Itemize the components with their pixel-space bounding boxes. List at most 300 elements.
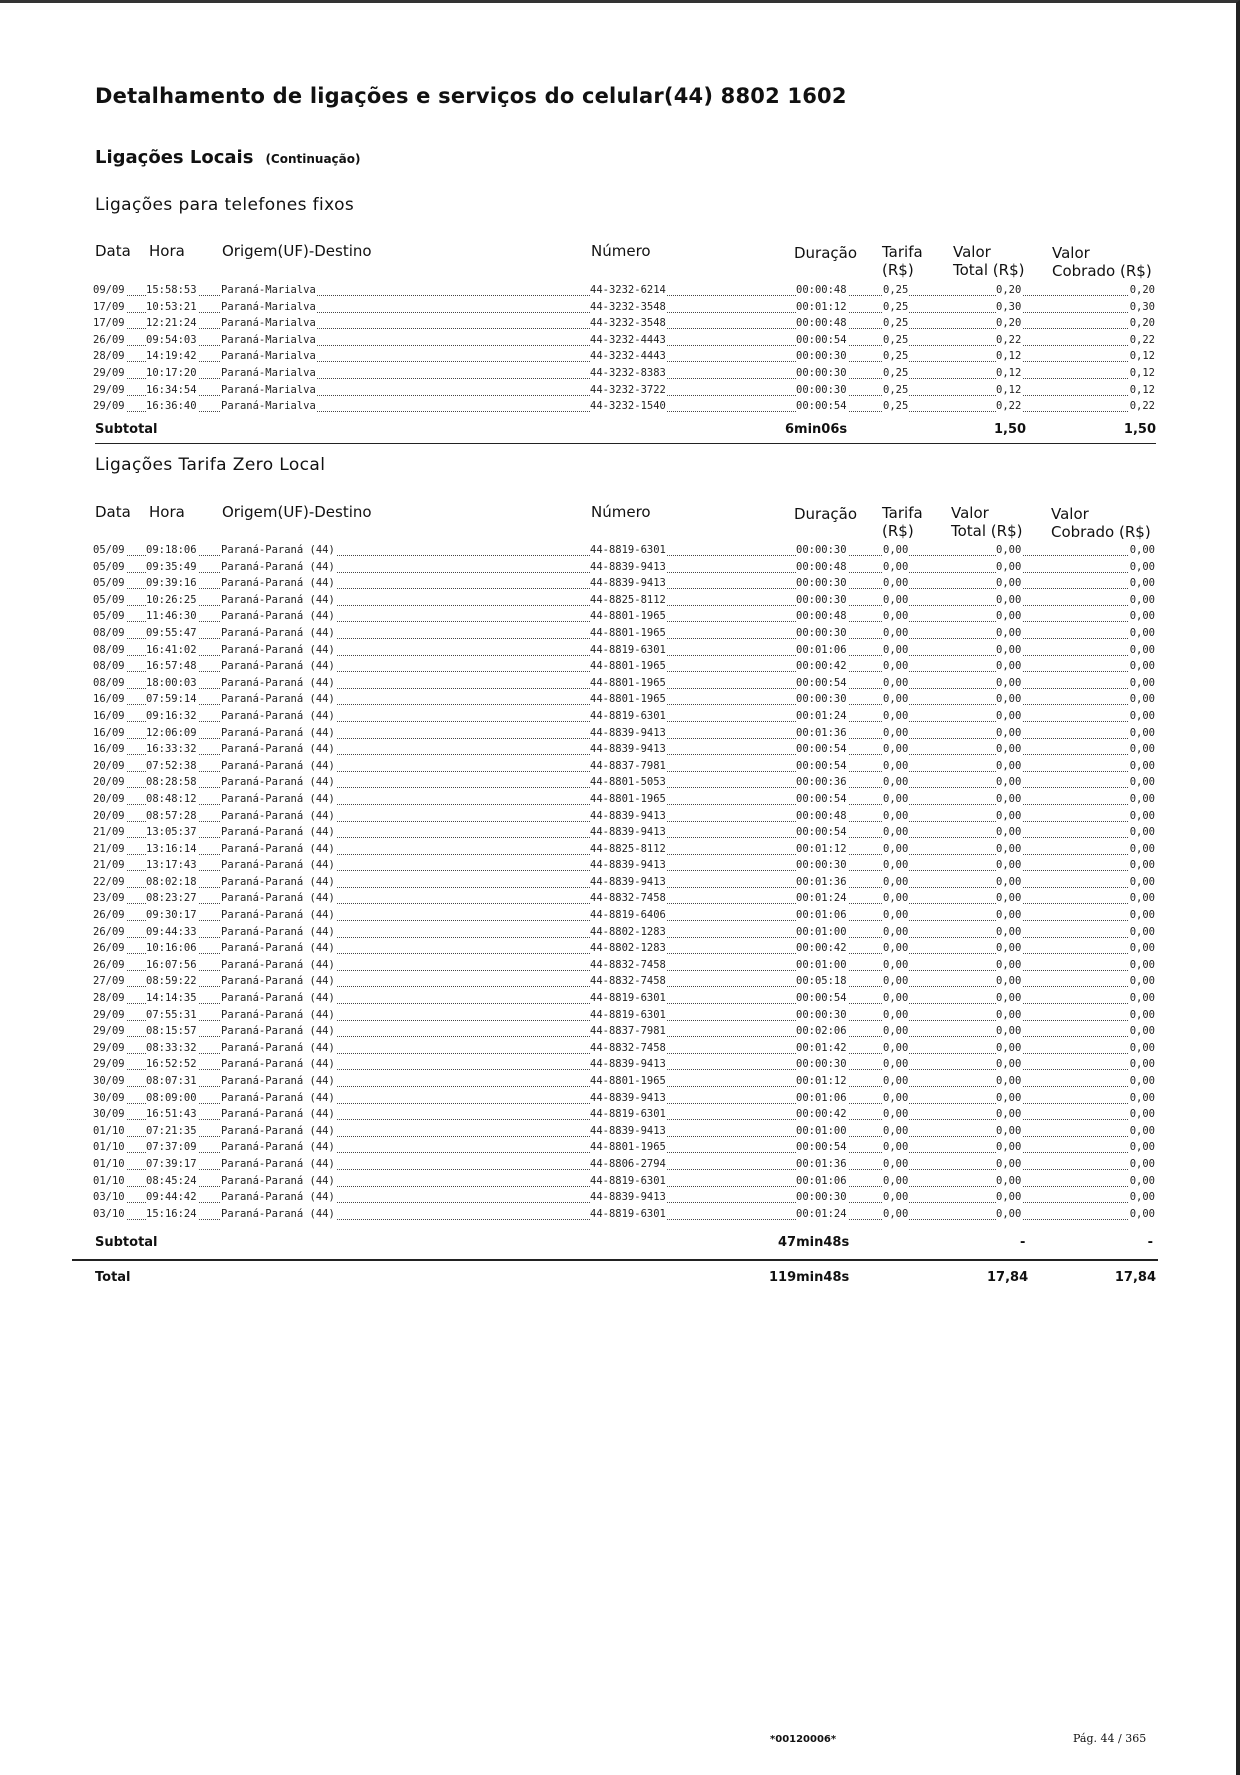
table-row — [93, 825, 1156, 842]
cell-tariff: 0,00 — [883, 1058, 909, 1071]
cell-number: 44-3232-4443 — [590, 350, 666, 363]
cell-duration: 00:00:30 — [796, 350, 847, 363]
cell-number: 44-8832-7458 — [590, 892, 666, 905]
cell-time: 08:02:18 — [146, 875, 197, 888]
cell-date: 05/09 — [93, 560, 125, 573]
cell-total: 0,00 — [996, 992, 1022, 1005]
cell-route: Paraná-Paraná (44) — [221, 560, 335, 573]
cell-total: 0,00 — [996, 942, 1022, 955]
cell-total: 0,00 — [996, 709, 1022, 722]
cell-tariff: 0,25 — [883, 366, 909, 379]
cell-route: Paraná-Paraná (44) — [221, 643, 335, 656]
cell-date: 20/09 — [93, 792, 125, 805]
cell-duration: 00:00:54 — [796, 992, 847, 1005]
cell-route: Paraná-Paraná (44) — [221, 676, 335, 689]
table-row — [93, 609, 1156, 626]
cell-tariff: 0,00 — [883, 1157, 909, 1170]
cell-charged: 0,00 — [1129, 643, 1155, 656]
cell-route: Paraná-Marialva — [221, 383, 316, 396]
cell-tariff: 0,25 — [883, 317, 909, 330]
cell-total: 0,00 — [996, 693, 1022, 706]
table-row — [93, 676, 1156, 693]
cell-date: 26/09 — [93, 909, 125, 922]
cell-tariff: 0,00 — [883, 958, 909, 971]
cell-number: 44-8839-9413 — [590, 859, 666, 872]
table-row — [93, 383, 1156, 400]
cell-number: 44-8832-7458 — [590, 958, 666, 971]
grand-total — [95, 1270, 1156, 1288]
cell-charged: 0,12 — [1129, 383, 1155, 396]
table-row — [93, 560, 1156, 577]
cell-total: 0,00 — [996, 909, 1022, 922]
cell-charged: 0,00 — [1129, 1025, 1155, 1038]
cell-number: 44-8839-9413 — [590, 1058, 666, 1071]
cell-charged: 0,00 — [1129, 1207, 1155, 1220]
cell-time: 12:21:24 — [146, 317, 197, 330]
cell-time: 16:34:54 — [146, 383, 197, 396]
cell-date: 01/10 — [93, 1124, 125, 1137]
cell-route: Paraná-Paraná (44) — [221, 1141, 335, 1154]
cell-route: Paraná-Paraná (44) — [221, 759, 335, 772]
cell-date: 21/09 — [93, 842, 125, 855]
cell-number: 44-8839-9413 — [590, 1091, 666, 1104]
cell-date: 29/09 — [93, 400, 125, 413]
cell-duration: 00:00:54 — [796, 333, 847, 346]
cell-duration: 00:01:00 — [796, 1124, 847, 1137]
cell-duration: 00:05:18 — [796, 975, 847, 988]
table-row — [93, 925, 1156, 942]
cell-duration: 00:01:24 — [796, 709, 847, 722]
cell-tariff: 0,00 — [883, 726, 909, 739]
cell-total: 0,00 — [996, 1091, 1022, 1104]
cell-total: 0,00 — [996, 1058, 1022, 1071]
cell-date: 28/09 — [93, 350, 125, 363]
cell-charged: 0,00 — [1129, 909, 1155, 922]
cell-date: 27/09 — [93, 975, 125, 988]
page-number: Pág. 44 / 365 — [1073, 1732, 1147, 1745]
cell-tariff: 0,00 — [883, 560, 909, 573]
cell-duration: 00:01:00 — [796, 958, 847, 971]
cell-route: Paraná-Paraná (44) — [221, 909, 335, 922]
cell-date: 26/09 — [93, 942, 125, 955]
table-row — [93, 366, 1156, 383]
cell-total: 0,00 — [996, 925, 1022, 938]
cell-tariff: 0,00 — [883, 892, 909, 905]
cell-date: 29/09 — [93, 1025, 125, 1038]
cell-duration: 00:00:48 — [796, 610, 847, 623]
cell-tariff: 0,00 — [883, 1041, 909, 1054]
cell-time: 13:17:43 — [146, 859, 197, 872]
cell-duration: 00:00:54 — [796, 826, 847, 839]
table-row — [93, 643, 1156, 660]
cell-time: 15:16:24 — [146, 1207, 197, 1220]
cell-number: 44-3232-1540 — [590, 400, 666, 413]
subtotal-duration: 47min48s — [778, 1235, 850, 1250]
cell-duration: 00:01:06 — [796, 909, 847, 922]
cell-time: 07:55:31 — [146, 1008, 197, 1021]
cell-charged: 0,00 — [1129, 693, 1155, 706]
cell-time: 16:07:56 — [146, 958, 197, 971]
cell-number: 44-8801-1965 — [590, 626, 666, 639]
cell-tariff: 0,00 — [883, 610, 909, 623]
cell-time: 07:21:35 — [146, 1124, 197, 1137]
subtotal-label: Subtotal — [95, 1235, 158, 1250]
cell-duration: 00:00:30 — [796, 1191, 847, 1204]
table-row — [93, 1008, 1156, 1025]
cell-duration: 00:01:24 — [796, 1207, 847, 1220]
cell-number: 44-8839-9413 — [590, 809, 666, 822]
cell-date: 30/09 — [93, 1108, 125, 1121]
cell-route: Paraná-Marialva — [221, 366, 316, 379]
cell-date: 22/09 — [93, 875, 125, 888]
cell-duration: 00:00:54 — [796, 792, 847, 805]
cell-total: 0,00 — [996, 1157, 1022, 1170]
cell-route: Paraná-Paraná (44) — [221, 544, 335, 556]
fixed-subtotal-rule — [95, 443, 1156, 444]
cell-duration: 00:00:30 — [796, 366, 847, 379]
cell-time: 08:48:12 — [146, 792, 197, 805]
cell-total: 0,00 — [996, 1108, 1022, 1121]
cell-duration: 00:01:12 — [796, 1075, 847, 1087]
cell-time: 09:55:47 — [146, 626, 197, 639]
cell-charged: 0,00 — [1129, 560, 1155, 573]
cell-date: 08/09 — [93, 660, 125, 673]
table-row — [93, 626, 1156, 643]
cell-time: 08:57:28 — [146, 809, 197, 822]
zero-section-title: Ligações Tarifa Zero Local — [95, 455, 326, 475]
cell-duration: 00:00:54 — [796, 743, 847, 756]
table-row — [93, 891, 1156, 908]
cell-charged: 0,00 — [1129, 792, 1155, 805]
cell-number: 44-8801-1965 — [590, 1141, 666, 1154]
fixed-subtotal — [95, 422, 1156, 440]
cell-tariff: 0,00 — [883, 1124, 909, 1137]
cell-date: 05/09 — [93, 593, 125, 606]
col-time: Hora — [149, 242, 185, 260]
cell-number: 44-3232-3722 — [590, 383, 666, 396]
col-number: Número — [591, 242, 651, 260]
cell-date: 16/09 — [93, 709, 125, 722]
cell-charged: 0,20 — [1129, 284, 1155, 296]
cell-charged: 0,00 — [1129, 892, 1155, 905]
cell-number: 44-8819-6301 — [590, 1008, 666, 1021]
cell-date: 09/09 — [93, 284, 125, 296]
cell-number: 44-8819-6301 — [590, 544, 666, 556]
cell-charged: 0,00 — [1129, 1124, 1155, 1137]
cell-number: 44-8801-1965 — [590, 610, 666, 623]
cell-time: 08:33:32 — [146, 1041, 197, 1054]
cell-date: 03/10 — [93, 1207, 125, 1220]
cell-total: 0,00 — [996, 743, 1022, 756]
table-row — [93, 792, 1156, 809]
cell-time: 10:26:25 — [146, 593, 197, 606]
cell-total: 0,20 — [996, 317, 1022, 330]
cell-duration: 00:01:06 — [796, 643, 847, 656]
cell-time: 08:15:57 — [146, 1025, 197, 1038]
cell-date: 16/09 — [93, 726, 125, 739]
cell-date: 29/09 — [93, 1041, 125, 1054]
cell-total: 0,00 — [996, 593, 1022, 606]
cell-date: 29/09 — [93, 1058, 125, 1071]
cell-route: Paraná-Paraná (44) — [221, 1108, 335, 1121]
table-row — [93, 958, 1156, 975]
col-charged: Valor Cobrado (R$) — [1052, 244, 1152, 280]
col-total: Valor Total (R$) — [953, 243, 1025, 279]
cell-route: Paraná-Paraná (44) — [221, 1157, 335, 1170]
cell-route: Paraná-Paraná (44) — [221, 626, 335, 639]
cell-tariff: 0,00 — [883, 544, 909, 556]
cell-duration: 00:01:06 — [796, 1091, 847, 1104]
cell-route: Paraná-Paraná (44) — [221, 958, 335, 971]
col-time: Hora — [149, 503, 185, 521]
cell-number: 44-8801-1965 — [590, 1075, 666, 1087]
cell-route: Paraná-Paraná (44) — [221, 743, 335, 756]
table-row — [93, 775, 1156, 792]
cell-tariff: 0,00 — [883, 759, 909, 772]
cell-time: 09:44:42 — [146, 1191, 197, 1204]
cell-tariff: 0,00 — [883, 1108, 909, 1121]
document-title: Detalhamento de ligações e serviços do celular(44) 8802 1602 — [95, 84, 847, 108]
cell-time: 09:54:03 — [146, 333, 197, 346]
cell-charged: 0,00 — [1129, 1157, 1155, 1170]
cell-route: Paraná-Paraná (44) — [221, 1191, 335, 1204]
col-date: Data — [95, 242, 131, 260]
cell-route: Paraná-Paraná (44) — [221, 859, 335, 872]
cell-time: 16:41:02 — [146, 643, 197, 656]
cell-charged: 0,00 — [1129, 759, 1155, 772]
cell-date: 16/09 — [93, 743, 125, 756]
cell-charged: 0,22 — [1129, 333, 1155, 346]
table-row — [93, 399, 1156, 416]
cell-number: 44-8801-1965 — [590, 792, 666, 805]
table-row — [93, 333, 1156, 350]
cell-time: 09:30:17 — [146, 909, 197, 922]
cell-tariff: 0,00 — [883, 909, 909, 922]
cell-route: Paraná-Marialva — [221, 300, 316, 313]
cell-time: 16:52:52 — [146, 1058, 197, 1071]
cell-tariff: 0,25 — [883, 383, 909, 396]
cell-total: 0,00 — [996, 792, 1022, 805]
cell-duration: 00:01:12 — [796, 842, 847, 855]
cell-number: 44-8819-6301 — [590, 709, 666, 722]
cell-tariff: 0,00 — [883, 992, 909, 1005]
cell-number: 44-8801-1965 — [590, 660, 666, 673]
cell-charged: 0,00 — [1129, 1041, 1155, 1054]
cell-duration: 00:00:42 — [796, 942, 847, 955]
col-tariff: Tarifa (R$) — [882, 504, 923, 540]
cell-charged: 0,00 — [1129, 1058, 1155, 1071]
cell-charged: 0,00 — [1129, 958, 1155, 971]
cell-route: Paraná-Marialva — [221, 317, 316, 330]
cell-total: 0,00 — [996, 1008, 1022, 1021]
cell-route: Paraná-Paraná (44) — [221, 925, 335, 938]
col-duration: Duração — [794, 505, 858, 523]
cell-total: 0,00 — [996, 826, 1022, 839]
cell-duration: 00:00:54 — [796, 1141, 847, 1154]
table-row — [93, 726, 1156, 743]
cell-charged: 0,00 — [1129, 859, 1155, 872]
cell-tariff: 0,00 — [883, 660, 909, 673]
table-row — [93, 1207, 1156, 1224]
cell-route: Paraná-Paraná (44) — [221, 776, 335, 789]
cell-route: Paraná-Paraná (44) — [221, 892, 335, 905]
cell-charged: 0,12 — [1129, 366, 1155, 379]
cell-total: 0,00 — [996, 660, 1022, 673]
cell-duration: 00:01:42 — [796, 1041, 847, 1054]
cell-number: 44-8819-6301 — [590, 643, 666, 656]
cell-time: 09:18:06 — [146, 544, 197, 556]
cell-date: 17/09 — [93, 300, 125, 313]
table-row — [93, 991, 1156, 1008]
cell-route: Paraná-Marialva — [221, 350, 316, 363]
cell-charged: 0,20 — [1129, 317, 1155, 330]
cell-number: 44-8839-9413 — [590, 1191, 666, 1204]
cell-time: 15:58:53 — [146, 284, 197, 296]
cell-tariff: 0,00 — [883, 792, 909, 805]
cell-route: Paraná-Paraná (44) — [221, 809, 335, 822]
cell-tariff: 0,00 — [883, 593, 909, 606]
cell-date: 08/09 — [93, 626, 125, 639]
cell-tariff: 0,00 — [883, 626, 909, 639]
table-row — [93, 659, 1156, 676]
cell-route: Paraná-Paraná (44) — [221, 1124, 335, 1137]
cell-time: 07:37:09 — [146, 1141, 197, 1154]
cell-total: 0,12 — [996, 383, 1022, 396]
table-row — [93, 692, 1156, 709]
cell-route: Paraná-Marialva — [221, 400, 316, 413]
cell-charged: 0,00 — [1129, 1075, 1155, 1087]
cell-route: Paraná-Paraná (44) — [221, 660, 335, 673]
cell-time: 16:57:48 — [146, 660, 197, 673]
cell-tariff: 0,00 — [883, 1008, 909, 1021]
cell-number: 44-8837-7981 — [590, 1025, 666, 1038]
cell-charged: 0,00 — [1129, 1008, 1155, 1021]
table-row — [93, 283, 1156, 300]
cell-number: 44-8802-1283 — [590, 942, 666, 955]
cell-date: 03/10 — [93, 1191, 125, 1204]
cell-time: 13:16:14 — [146, 842, 197, 855]
cell-route: Paraná-Paraná (44) — [221, 726, 335, 739]
cell-number: 44-8839-9413 — [590, 577, 666, 590]
cell-date: 16/09 — [93, 693, 125, 706]
cell-tariff: 0,00 — [883, 1174, 909, 1187]
cell-date: 05/09 — [93, 577, 125, 590]
cell-total: 0,00 — [996, 1191, 1022, 1204]
table-row — [93, 1140, 1156, 1157]
cell-duration: 00:00:48 — [796, 809, 847, 822]
section-title — [95, 147, 361, 168]
cell-total: 0,00 — [996, 643, 1022, 656]
cell-time: 12:06:09 — [146, 726, 197, 739]
cell-date: 20/09 — [93, 776, 125, 789]
total-charged: 17,84 — [1114, 1270, 1156, 1285]
cell-number: 44-8801-5053 — [590, 776, 666, 789]
table-row — [93, 1107, 1156, 1124]
col-tariff: Tarifa (R$) — [882, 243, 923, 279]
cell-duration: 00:00:30 — [796, 593, 847, 606]
subtotal-total: 1,50 — [994, 422, 1027, 437]
cell-total: 0,00 — [996, 577, 1022, 590]
cell-route: Paraná-Paraná (44) — [221, 792, 335, 805]
cell-tariff: 0,00 — [883, 1207, 909, 1220]
cell-charged: 0,00 — [1129, 626, 1155, 639]
cell-number: 44-8819-6301 — [590, 1108, 666, 1121]
cell-route: Paraná-Paraná (44) — [221, 1025, 335, 1038]
cell-route: Paraná-Paraná (44) — [221, 709, 335, 722]
fixed-call-list — [93, 283, 1156, 416]
col-route: Origem(UF)-Destino — [222, 242, 372, 260]
cell-duration: 00:00:30 — [796, 859, 847, 872]
cell-tariff: 0,00 — [883, 925, 909, 938]
continuation-label: (Continuação) — [265, 152, 361, 166]
cell-tariff: 0,25 — [883, 350, 909, 363]
col-route: Origem(UF)-Destino — [222, 503, 372, 521]
cell-charged: 0,00 — [1129, 593, 1155, 606]
cell-date: 29/09 — [93, 383, 125, 396]
cell-total: 0,00 — [996, 560, 1022, 573]
subtotal-label: Subtotal — [95, 422, 158, 437]
cell-route: Paraná-Marialva — [221, 284, 316, 296]
cell-route: Paraná-Paraná (44) — [221, 992, 335, 1005]
cell-time: 08:07:31 — [146, 1075, 197, 1087]
cell-number: 44-8837-7981 — [590, 759, 666, 772]
section-title-text: Ligações Locais — [95, 147, 254, 168]
cell-charged: 0,00 — [1129, 709, 1155, 722]
cell-duration: 00:00:48 — [796, 560, 847, 573]
cell-date: 28/09 — [93, 992, 125, 1005]
cell-time: 08:59:22 — [146, 975, 197, 988]
cell-time: 10:17:20 — [146, 366, 197, 379]
cell-route: Paraná-Paraná (44) — [221, 875, 335, 888]
cell-route: Paraná-Paraná (44) — [221, 1075, 335, 1087]
cell-number: 44-3232-4443 — [590, 333, 666, 346]
cell-route: Paraná-Paraná (44) — [221, 975, 335, 988]
cell-total: 0,00 — [996, 676, 1022, 689]
cell-time: 14:14:35 — [146, 992, 197, 1005]
cell-tariff: 0,25 — [883, 284, 909, 296]
cell-charged: 0,12 — [1129, 350, 1155, 363]
cell-time: 09:44:33 — [146, 925, 197, 938]
subtotal-charged: 1,50 — [1123, 422, 1156, 437]
cell-date: 21/09 — [93, 859, 125, 872]
cell-tariff: 0,00 — [883, 1025, 909, 1038]
table-row — [93, 543, 1156, 560]
cell-tariff: 0,00 — [883, 975, 909, 988]
cell-charged: 0,00 — [1129, 1141, 1155, 1154]
cell-total: 0,00 — [996, 958, 1022, 971]
cell-tariff: 0,00 — [883, 859, 909, 872]
cell-charged: 0,00 — [1129, 1174, 1155, 1187]
cell-date: 26/09 — [93, 958, 125, 971]
cell-date: 21/09 — [93, 826, 125, 839]
cell-duration: 00:00:42 — [796, 660, 847, 673]
cell-tariff: 0,00 — [883, 709, 909, 722]
cell-total: 0,00 — [996, 1124, 1022, 1137]
cell-route: Paraná-Paraná (44) — [221, 1174, 335, 1187]
cell-number: 44-8839-9413 — [590, 1124, 666, 1137]
cell-duration: 00:01:36 — [796, 875, 847, 888]
cell-route: Paraná-Paraná (44) — [221, 610, 335, 623]
cell-time: 08:09:00 — [146, 1091, 197, 1104]
cell-time: 16:33:32 — [146, 743, 197, 756]
cell-total: 0,22 — [996, 333, 1022, 346]
cell-number: 44-8819-6301 — [590, 1174, 666, 1187]
table-row — [93, 593, 1156, 610]
table-row — [93, 1041, 1156, 1058]
cell-total: 0,00 — [996, 544, 1022, 556]
cell-duration: 00:00:54 — [796, 759, 847, 772]
cell-route: Paraná-Paraná (44) — [221, 1091, 335, 1104]
